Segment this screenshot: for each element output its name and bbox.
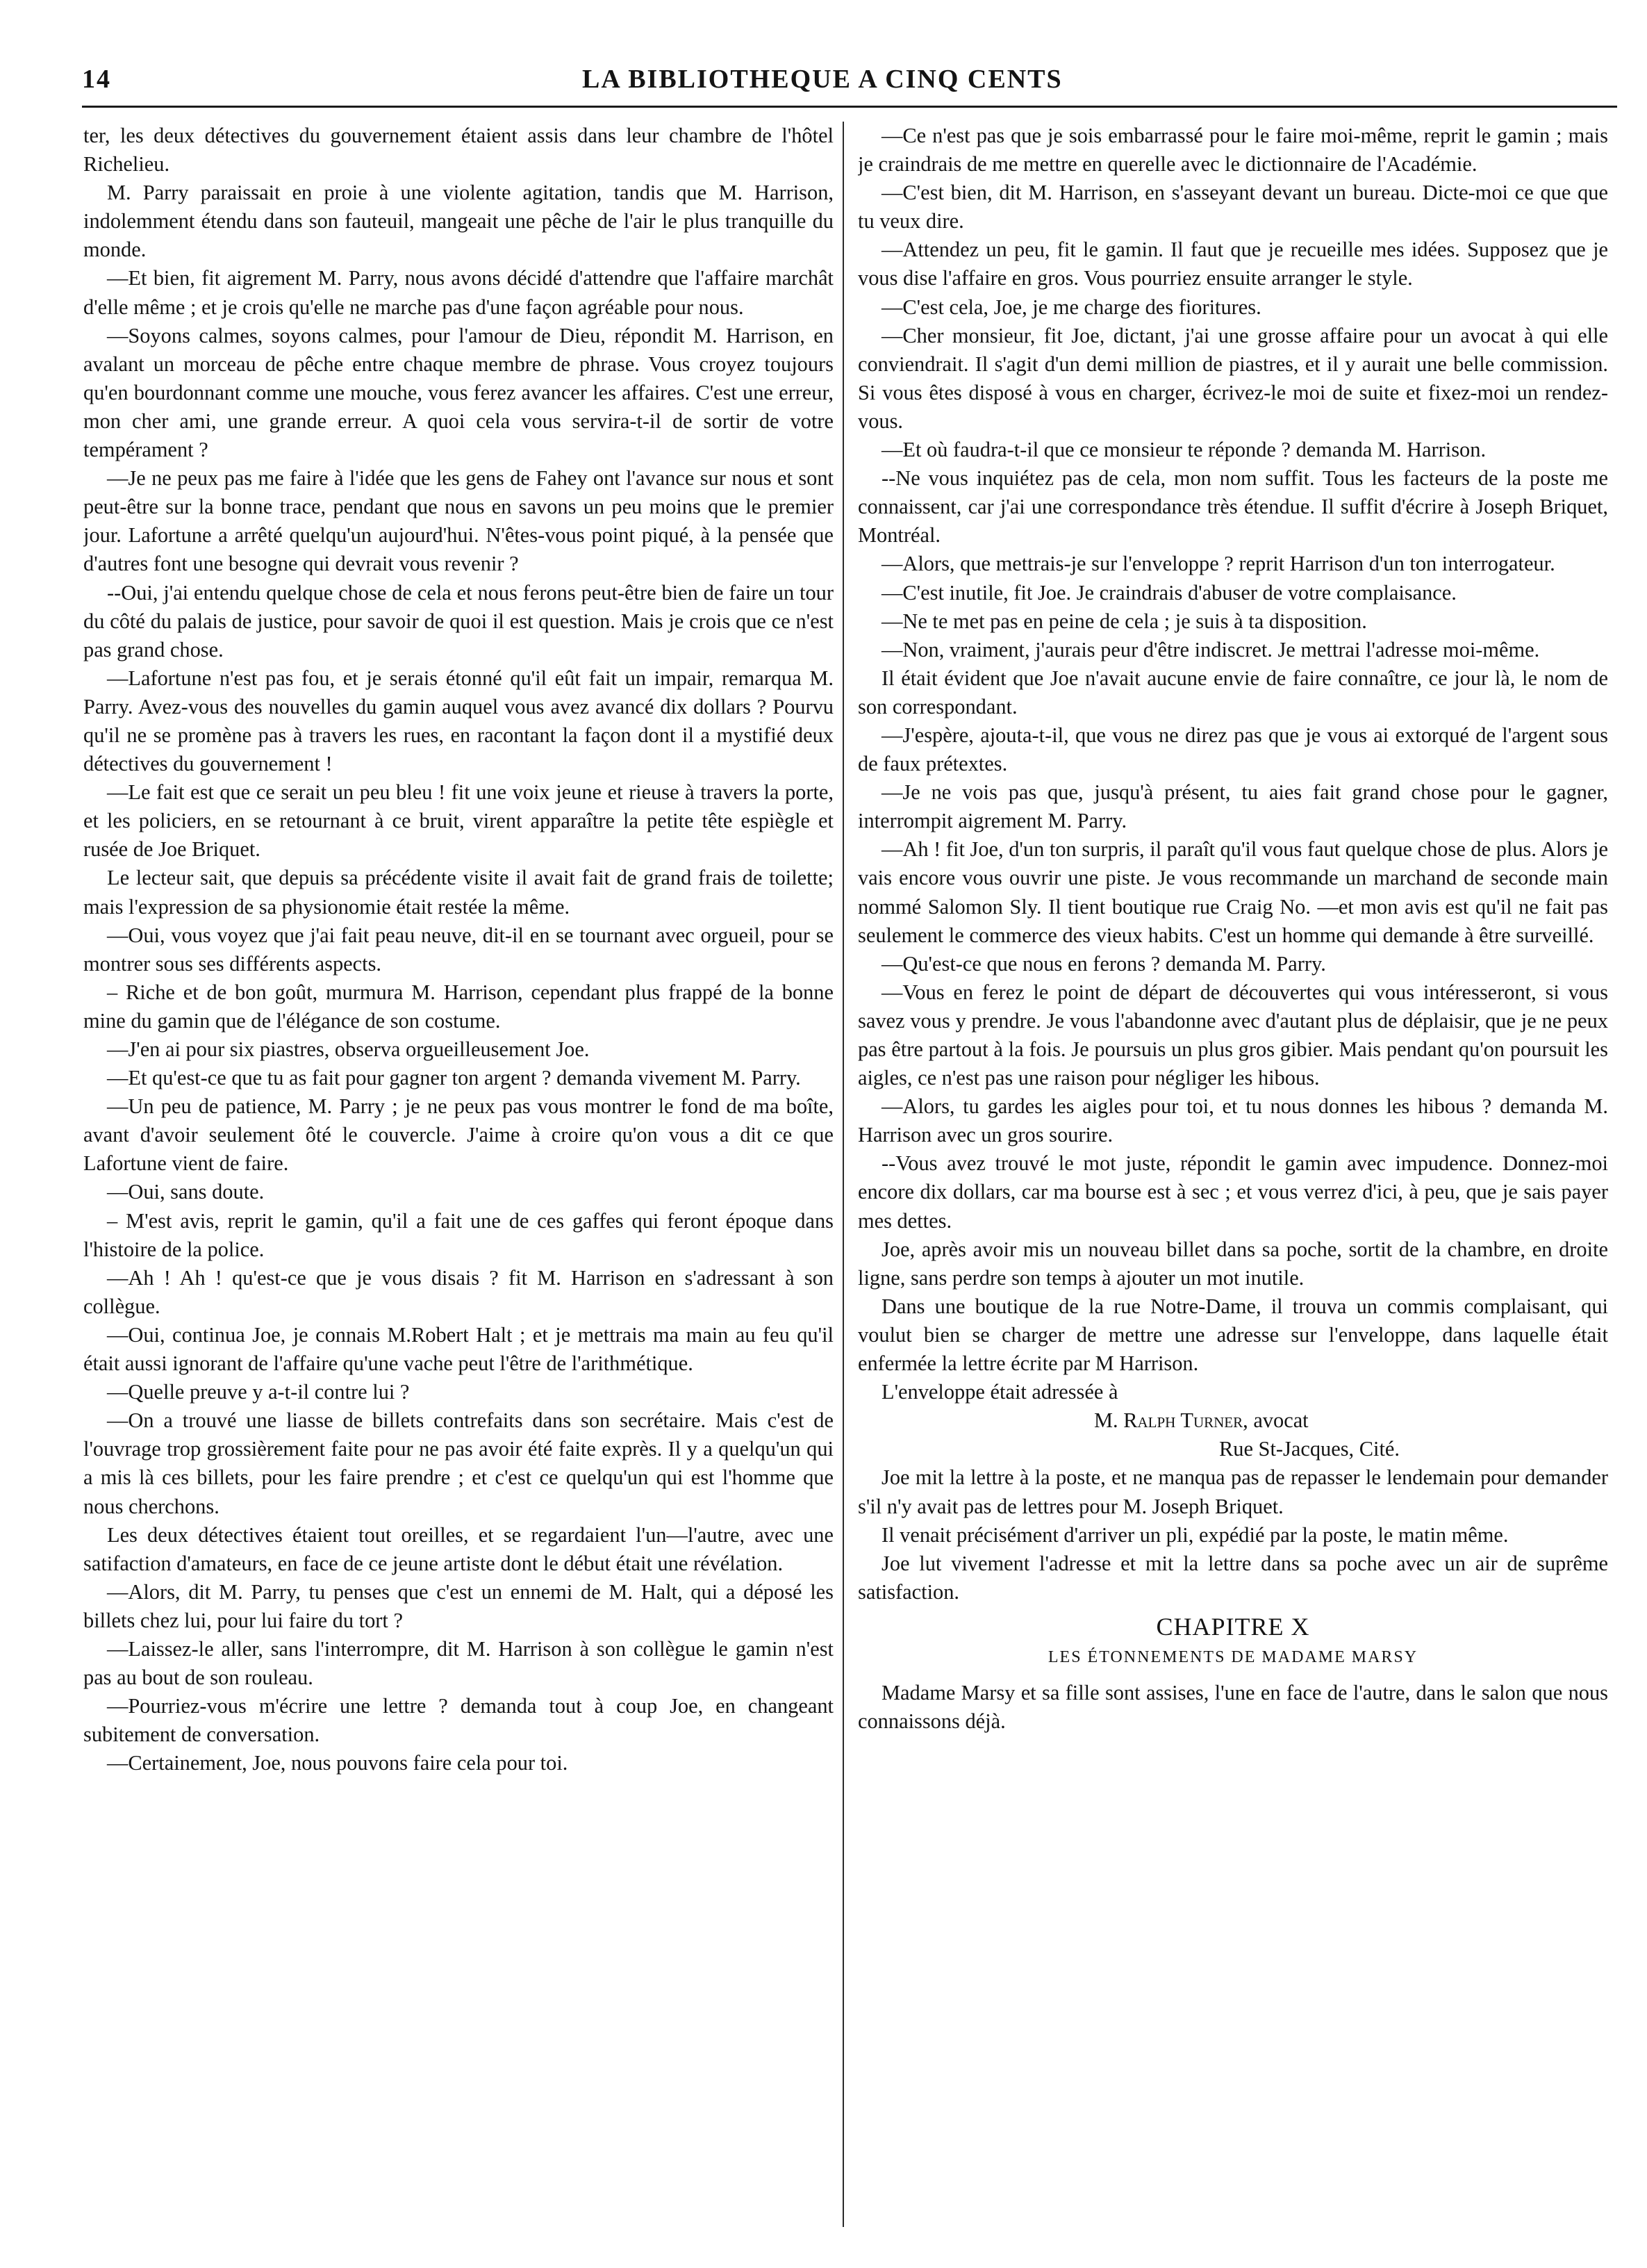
paragraph: Il venait précisément d'arriver un pli, expédié par la poste, le matin même. [882,1522,1509,1547]
paragraph: —Ce n'est pas que je sois embarrassé pour le faire moi-même, reprit le gamin ; mais je craindrais de me mettre en querelle avec le dictionnaire de l'Académie. [858,124,1608,176]
paragraph: —Et bien, fit aigrement M. Parry, nous avons décidé d'attendre que l'affaire marchât d'elle même ; et je crois qu'elle ne marche pas d'une façon agréable pour nous. [83,266,834,319]
paragraph: —J'en ai pour six piastres, observa orgueilleusement Joe. [107,1037,590,1061]
paragraph: —Cher monsieur, fit Joe, dictant, j'ai une grosse affaire pour un avocat à qui elle conviendrait. Il s'agit d'un demi million de piastres, et il y aurait une belle commission. Si vous êtes disposé à vous en charger, écrivez-le moi de suite et fixez-moi un rendez-vous. [858,323,1608,433]
paragraph: Joe, après avoir mis un nouveau billet dans sa poche, sortit de la chambre, en droite ligne, sans perdre son temps à ajouter un mot inutile. [858,1237,1608,1290]
chapter-subtitle: LES ÉTONNEMENTS DE MADAME MARSY [1048,1647,1418,1666]
paragraph: —Vous en ferez le point de départ de découvertes qui vous intéresseront, si vous savez vous y prendre. Je vous l'abandonne avec d'autant plus de déplaisir, que je ne peux pas être partout à la fois. Je poursuis un plus gros gibier. Mais pendant qu'on poursuit les aigles, ce n'est pas une raison pour négliger les hibous. [858,980,1608,1090]
address-line-2: Rue St-Jacques, Cité. [1219,1437,1400,1461]
paragraph: ter, les deux détectives du gouvernement étaient assis dans leur chambre de l'hôtel Richelieu. [83,124,834,176]
paragraph: Dans une boutique de la rue Notre-Dame, il trouva un commis complaisant, qui voulut bien se charger de mettre une adresse sur l'enveloppe, dans laquelle était enfermée la lettre écrite par M Harrison. [858,1294,1608,1376]
paragraph: --Vous avez trouvé le mot juste, répondit le gamin avec impudence. Donnez-moi encore dix dollars, car ma bourse est à sec ; et vous verrez d'ici, à peu, que je sais payer mes dettes. [858,1151,1608,1233]
paragraph: —C'est cela, Joe, je me charge des fioritures. [882,295,1261,319]
address-line-1 [858,1406,1608,1435]
paragraph: —Pourriez-vous m'écrire une lettre ? demanda tout à coup Joe, en changeant subitement de conversation. [83,1694,834,1747]
paragraph: —Un peu de patience, M. Parry ; je ne peux pas vous montrer le fond de ma boîte, avant d'avoir seulement ôté le couvercle. J'aime à croire qu'on vous a dit ce que Lafortune vient de faire. [83,1094,834,1176]
page-header [82,64,1617,103]
paragraph: —Ah ! fit Joe, d'un ton surpris, il paraît qu'il vous faut quelque chose de plus. Alors je vais encore vous ouvrir une piste. Je vous recommande un marchand de seconde main nommé Salomon Sly. Il tient boutique rue Craig No. —et mon avis est qu'il ne fait pas seulement le commerce des vieux habits. C'est un homme qui demande à être surveillé. [858,837,1608,947]
paragraph: —Certainement, Joe, nous pouvons faire cela pour toi. [107,1751,568,1775]
paragraph: —Alors, dit M. Parry, tu penses que c'est un ennemi de M. Halt, qui a déposé les billets chez lui, pour lui faire du tort ? [83,1579,834,1632]
paragraph: —Le fait est que ce serait un peu bleu ! fit une voix jeune et rieuse à travers la porte, et les policiers, en se retournant à ce bruit, virent apparaître la petite tête espiègle et rusée de Joe Briquet. [83,780,834,862]
paragraph: —Et où faudra-t-il que ce monsieur te réponde ? demanda M. Harrison. [882,438,1487,462]
paragraph: —On a trouvé une liasse de billets contrefaits dans son secrétaire. Mais c'est de l'ouvrage trop grossièrement faite pour ne pas avoir été faite exprès. Il y a quelqu'un qui a mis là ces billets, pour les faire prendre ; et c'est ce quelqu'un qui est l'homme que nous cherchons. [83,1408,834,1518]
address-prefix: M. [1094,1408,1124,1433]
paragraph: —Non, vraiment, j'aurais peur d'être indiscret. Je mettrai l'adresse moi-même. [882,637,1540,662]
chapter-title: CHAPITRE X [1156,1612,1310,1641]
paragraph: —Alors, tu gardes les aigles pour toi, et tu nous donnes les hibous ? demanda M. Harrison avec un gros sourire. [858,1094,1608,1147]
paragraph: —Oui, sans doute. [107,1180,265,1204]
paragraph: —Laissez-le aller, sans l'interrompre, dit M. Harrison à son collègue le gamin n'est pas au bout de son rouleau. [83,1636,834,1690]
paragraph: L'enveloppe était adressée à [882,1380,1118,1404]
paragraph: --Ne vous inquiétez pas de cela, mon nom suffit. Tous les facteurs de la poste me connaissent, car j'ai une correspondance très étendue. Il suffit d'écrire à Joseph Briquet, Montréal. [858,466,1608,548]
paragraph: Les deux détectives étaient tout oreilles, et se regardaient l'un—l'autre, avec une satifaction d'amateurs, en face de ce jeune artiste dont le début était une révélation. [83,1522,834,1575]
paragraph: —Alors, que mettrais-je sur l'enveloppe ? reprit Harrison d'un ton interrogateur. [882,552,1555,576]
paragraph: Le lecteur sait, que depuis sa précédente visite il avait fait de grand frais de toilette; mais l'expression de sa physionomie était restée la même. [83,866,834,919]
right-column [858,122,1608,2227]
paragraph: Joe lut vivement l'adresse et mit la lettre dans sa poche avec un air de suprême satisfaction. [858,1551,1608,1604]
paragraph: —Lafortune n'est pas fou, et je serais étonné qu'il eût fait un impair, remarqua M. Parry. Avez-vous des nouvelles du gamin auquel vous avez avancé dix dollars ? Pourvu qu'il ne se promène pas à travers les rues, en racontant la façon dont il a mystifié deux détectives du gouvernement ! [83,666,834,776]
paragraph: M. Parry paraissait en proie à une violente agitation, tandis que M. Harrison, indolemment étendu dans son fauteuil, mangeait une pêche de l'air le plus tranquille du monde. [83,181,834,262]
left-column [83,122,834,2227]
paragraph: —Attendez un peu, fit le gamin. Il faut que je recueille mes idées. Supposez que je vous dise l'affaire en gros. Vous pourriez ensuite arranger le style. [858,238,1608,290]
paragraph: Il était évident que Joe n'avait aucune envie de faire connaître, ce jour là, le nom de son correspondant. [858,666,1608,718]
paragraph: —Ah ! Ah ! qu'est-ce que je vous disais ? fit M. Harrison en s'adressant à son collègue. [83,1265,834,1318]
paragraph: —C'est bien, dit M. Harrison, en s'asseyant devant un bureau. Dicte-moi ce que que tu veux dire. [858,181,1608,233]
paragraph: —J'espère, ajouta-t-il, que vous ne direz pas que je vous ai extorqué de l'argent sous de faux prétextes. [858,723,1608,776]
paragraph: —Et qu'est-ce que tu as fait pour gagner ton argent ? demanda vivement M. Parry. [107,1066,801,1090]
paragraph: —Quelle preuve y a-t-il contre lui ? [107,1380,410,1404]
address-suffix: , avocat [1243,1408,1309,1433]
paragraph: —Je ne peux pas me faire à l'idée que les gens de Fahey ont l'avance sur nous et sont peut-être sur la bonne trace, pendant que nous en savons un peu moins que le premier jour. Lafortune a arrêté quelqu'un aujourd'hui. N'êtes-vous point piqué, à la pensée que d'autres font une besogne qui devrait vous revenir ? [83,466,834,576]
page-number: 14 [82,65,111,94]
address-name: Ralph Turner [1123,1408,1243,1433]
paragraph: Joe mit la lettre à la poste, et ne manqua pas de repasser le lendemain pour demander s'il n'y avait pas de lettres pour M. Joseph Briquet. [858,1465,1608,1518]
header-rule [82,106,1617,108]
paragraph: —Ne te met pas en peine de cela ; je suis à ta disposition. [882,609,1367,633]
paragraph: —C'est inutile, fit Joe. Je craindrais d'abuser de votre complaisance. [882,580,1457,605]
paragraph: – Riche et de bon goût, murmura M. Harrison, cependant plus frappé de la bonne mine du gamin que de l'élégance de son costume. [83,980,834,1033]
running-title: LA BIBLIOTHEQUE A CINQ CENTS [582,65,1063,94]
paragraph: —Qu'est-ce que nous en ferons ? demanda M. Parry. [882,951,1326,976]
column-divider [843,122,844,2227]
paragraph: – M'est avis, reprit le gamin, qu'il a fait une de ces gaffes qui feront époque dans l'histoire de la police. [83,1208,834,1261]
paragraph: Madame Marsy et sa fille sont assises, l'une en face de l'autre, dans le salon que nous connaissons déjà. [858,1680,1608,1733]
paragraph: —Oui, vous voyez que j'ai fait peau neuve, dit-il en se tournant avec orgueil, pour se montrer sous ses différents aspects. [83,923,834,976]
paragraph: —Oui, continua Joe, je connais M.Robert Halt ; et je mettrais ma main au feu qu'il était aussi ignorant de l'affaire qu'une vache peut l'être de l'arithmétique. [83,1322,834,1376]
paragraph: —Soyons calmes, soyons calmes, pour l'amour de Dieu, répondit M. Harrison, en avalant un morceau de pêche entre chaque membre de phrase. Vous croyez toujours qu'en bourdonnant comme une mouche, vous ferez avancer les affaires. C'est une erreur, mon cher ami, une grande erreur. A quoi cela vous servira-t-il de sortir de votre tempérament ? [83,323,834,462]
paragraph: —Je ne vois pas que, jusqu'à présent, tu aies fait grand chose pour le gagner, interrompit aigrement M. Parry. [858,780,1608,833]
paragraph: --Oui, j'ai entendu quelque chose de cela et nous ferons peut-être bien de faire un tour du côté du palais de justice, pour savoir de quoi il est question. Mais je crois que ce n'est pas grand chose. [83,580,834,662]
